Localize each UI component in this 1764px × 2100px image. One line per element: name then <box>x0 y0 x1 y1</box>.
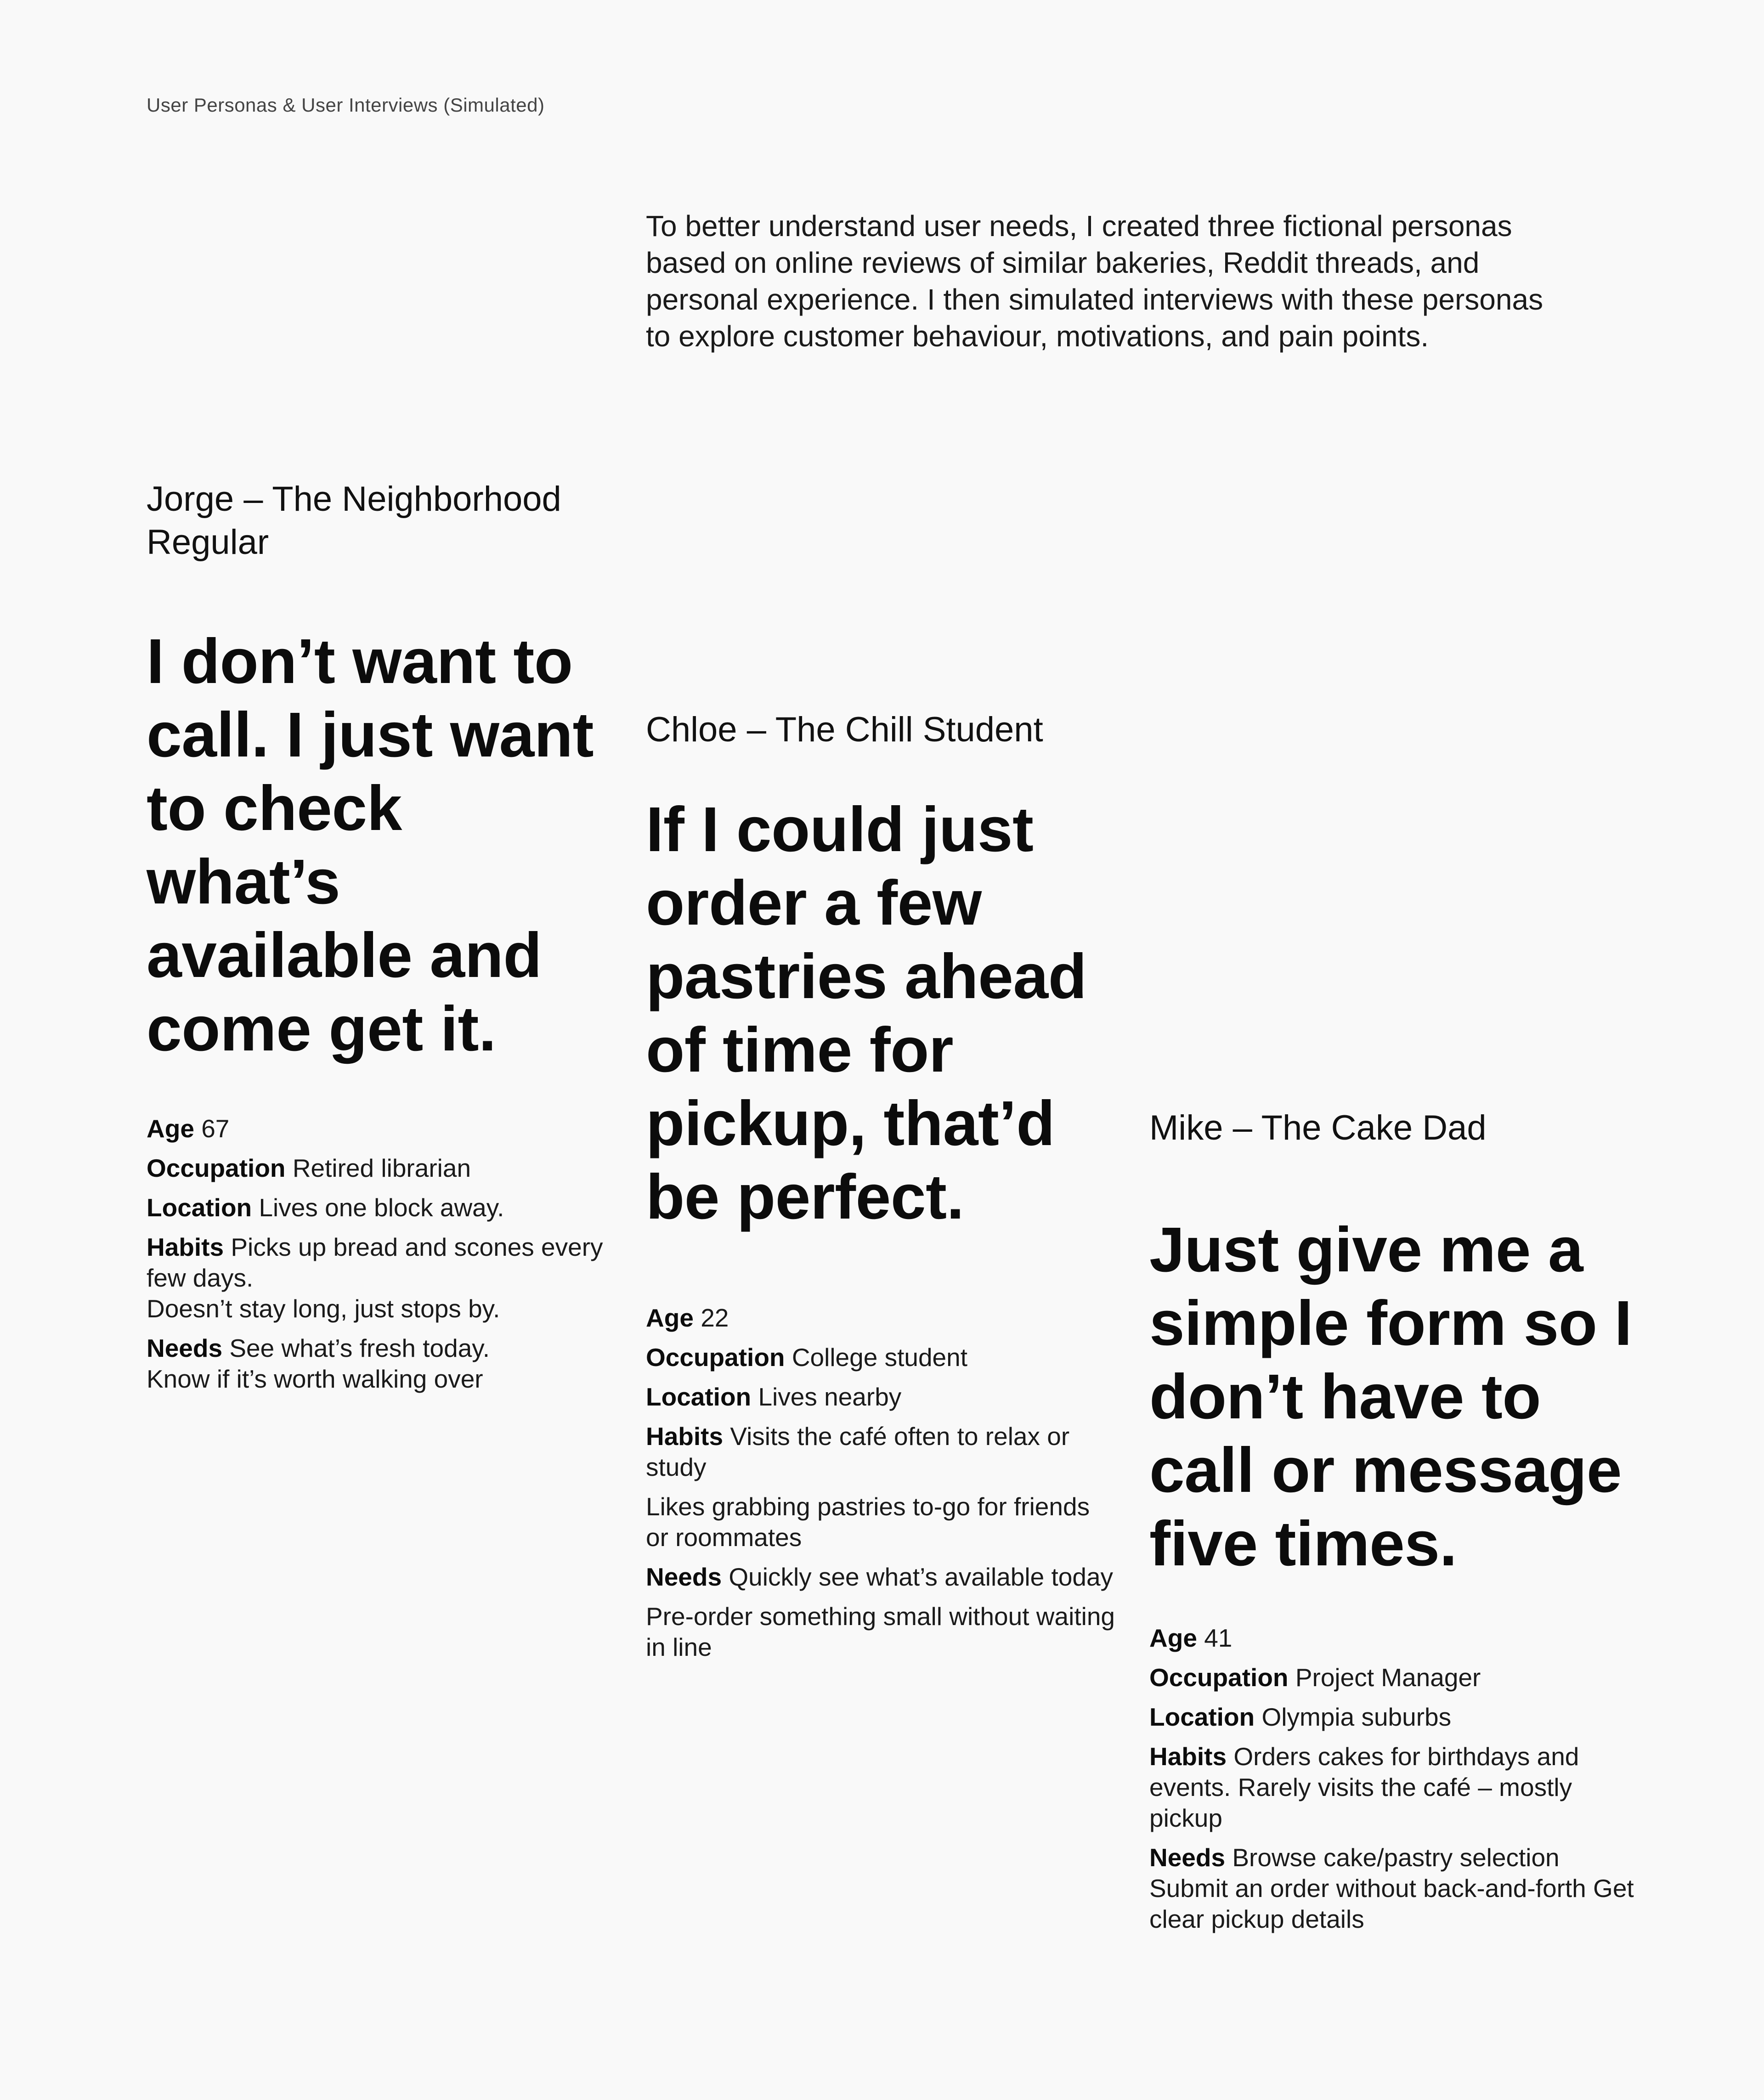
detail-value: Project Manager <box>1295 1663 1481 1692</box>
page-eyebrow: User Personas & User Interviews (Simulated) <box>147 94 545 116</box>
detail-value: Browse cake/pastry selection Submit an order without back-and-forth Get clear pickup details <box>1149 1843 1634 1933</box>
detail-value: Visits the café often to relax or study <box>646 1422 1070 1481</box>
detail-value: Picks up bread and scones every few days. Doesn’t stay long, just stops by. <box>147 1233 603 1323</box>
detail-label: Age <box>147 1114 194 1143</box>
detail-needs-extra <box>646 1601 1119 1663</box>
detail-value: College student <box>792 1343 968 1372</box>
detail-value: 67 <box>201 1114 230 1143</box>
detail-habits <box>1149 1741 1636 1834</box>
detail-label: Location <box>1149 1703 1255 1731</box>
detail-needs <box>646 1562 1119 1592</box>
detail-label: Age <box>1149 1624 1197 1652</box>
detail-age <box>646 1303 1119 1333</box>
detail-value: Olympia suburbs <box>1261 1703 1452 1731</box>
detail-value: 41 <box>1204 1624 1233 1652</box>
detail-needs <box>1149 1842 1636 1935</box>
detail-value: Lives one block away. <box>259 1193 504 1222</box>
detail-value: Orders cakes for birthdays and events. Rarely visits the café – mostly pickup <box>1149 1742 1579 1832</box>
detail-label: Age <box>646 1304 694 1332</box>
persona-name: Mike – The Cake Dad <box>1149 1108 1487 1147</box>
detail-location <box>646 1382 1119 1412</box>
persona-card-chloe <box>646 708 1119 1671</box>
detail-value: Pre-order something small without waiting in line <box>646 1602 1115 1661</box>
persona-name: Chloe – The Chill Student <box>646 710 1043 749</box>
detail-value: See what’s fresh today. Know if it’s worth walking over <box>147 1334 490 1393</box>
detail-value: Retired librarian <box>292 1154 471 1182</box>
persona-details <box>147 1113 611 1394</box>
detail-label: Location <box>646 1383 752 1411</box>
detail-value: Lives nearby <box>758 1383 902 1411</box>
intro-paragraph: To better understand user needs, I created three fictional personas based on online reviews of similar bakeries, Reddit threads, and personal experience. I then simulated interviews with these personas to explore customer behaviour, motivations, and pain points. <box>646 209 1544 353</box>
persona-card-mike <box>1149 1106 1636 1943</box>
detail-label: Location <box>147 1193 252 1222</box>
persona-details <box>646 1303 1119 1663</box>
detail-value: Likes grabbing pastries to-go for friends or roommates <box>646 1492 1090 1552</box>
persona-quote: I don’t want to call. I just want to check what’s available and come get it. <box>147 626 594 1064</box>
detail-occupation <box>646 1342 1119 1373</box>
detail-habits <box>147 1232 611 1324</box>
detail-label: Needs <box>147 1334 223 1362</box>
detail-label: Occupation <box>1149 1663 1289 1692</box>
detail-label: Occupation <box>646 1343 785 1372</box>
detail-location <box>1149 1702 1636 1733</box>
persona-details <box>1149 1623 1636 1935</box>
persona-quote: Just give me a simple form so I don’t have to call or message five times. <box>1149 1214 1632 1579</box>
detail-age <box>147 1113 611 1144</box>
detail-occupation <box>1149 1662 1636 1693</box>
detail-location <box>147 1192 611 1223</box>
detail-needs <box>147 1333 611 1394</box>
detail-label: Habits <box>1149 1742 1227 1771</box>
detail-age <box>1149 1623 1636 1654</box>
persona-card-jorge <box>147 478 611 1403</box>
detail-label: Needs <box>646 1563 722 1591</box>
detail-label: Occupation <box>147 1154 286 1182</box>
persona-name: Jorge – The Neighborhood Regular <box>147 480 561 562</box>
detail-value: 22 <box>701 1304 729 1332</box>
detail-label: Habits <box>147 1233 224 1261</box>
detail-label: Habits <box>646 1422 724 1451</box>
detail-label: Needs <box>1149 1843 1226 1872</box>
detail-value: Quickly see what’s available today <box>729 1563 1114 1591</box>
detail-habits <box>646 1421 1119 1483</box>
persona-quote: If I could just order a few pastries ahead of time for pickup, that’d be perfect. <box>646 794 1087 1232</box>
detail-habits-extra <box>646 1491 1119 1553</box>
detail-occupation <box>147 1153 611 1184</box>
